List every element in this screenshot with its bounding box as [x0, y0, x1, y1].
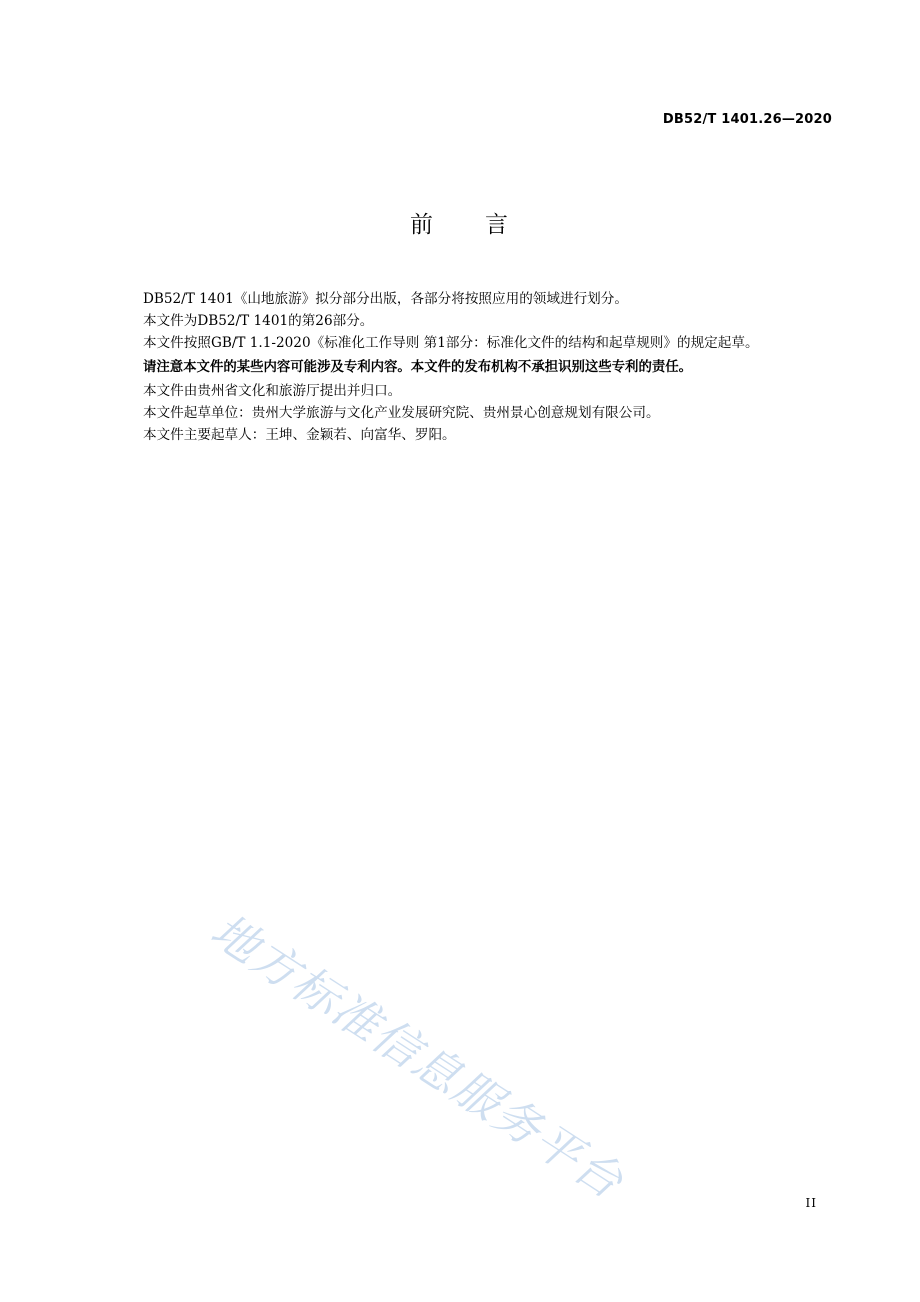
page-title [0, 206, 920, 239]
paragraph-part-number: 本文件为DB52/T 1401的第26部分。 [143, 313, 374, 329]
paragraph-series: DB52/T 1401《山地旅游》拟分部分出版，各部分将按照应用的领域进行划分。 [143, 291, 628, 307]
foreword-body [110, 288, 832, 446]
page-number: II [805, 1196, 817, 1210]
paragraph-drafting-units: 本文件起草单位：贵州大学旅游与文化产业发展研究院、贵州景心创意规划有限公司。 [143, 405, 660, 421]
paragraph-drafting-rules: 本文件按照GB/T 1.1-2020《标准化工作导则 第1部分：标准化文件的结构和起草规则》的规定起草。 [143, 335, 759, 351]
watermark: 地方标准信息服务平台 [201, 902, 634, 1210]
paragraph-patent-notice: 请注意本文件的某些内容可能涉及专利内容。本文件的发布机构不承担识别这些专利的责任。 [143, 360, 693, 375]
page-title-char-1: 前 [410, 212, 435, 238]
paragraph-drafters: 本文件主要起草人：王坤、金颖若、向富华、罗阳。 [143, 427, 456, 443]
paragraph-proposer: 本文件由贵州省文化和旅游厅提出并归口。 [143, 383, 402, 399]
page-title-char-2: 言 [485, 212, 510, 238]
document-code: DB52/T 1401.26—2020 [662, 112, 832, 127]
